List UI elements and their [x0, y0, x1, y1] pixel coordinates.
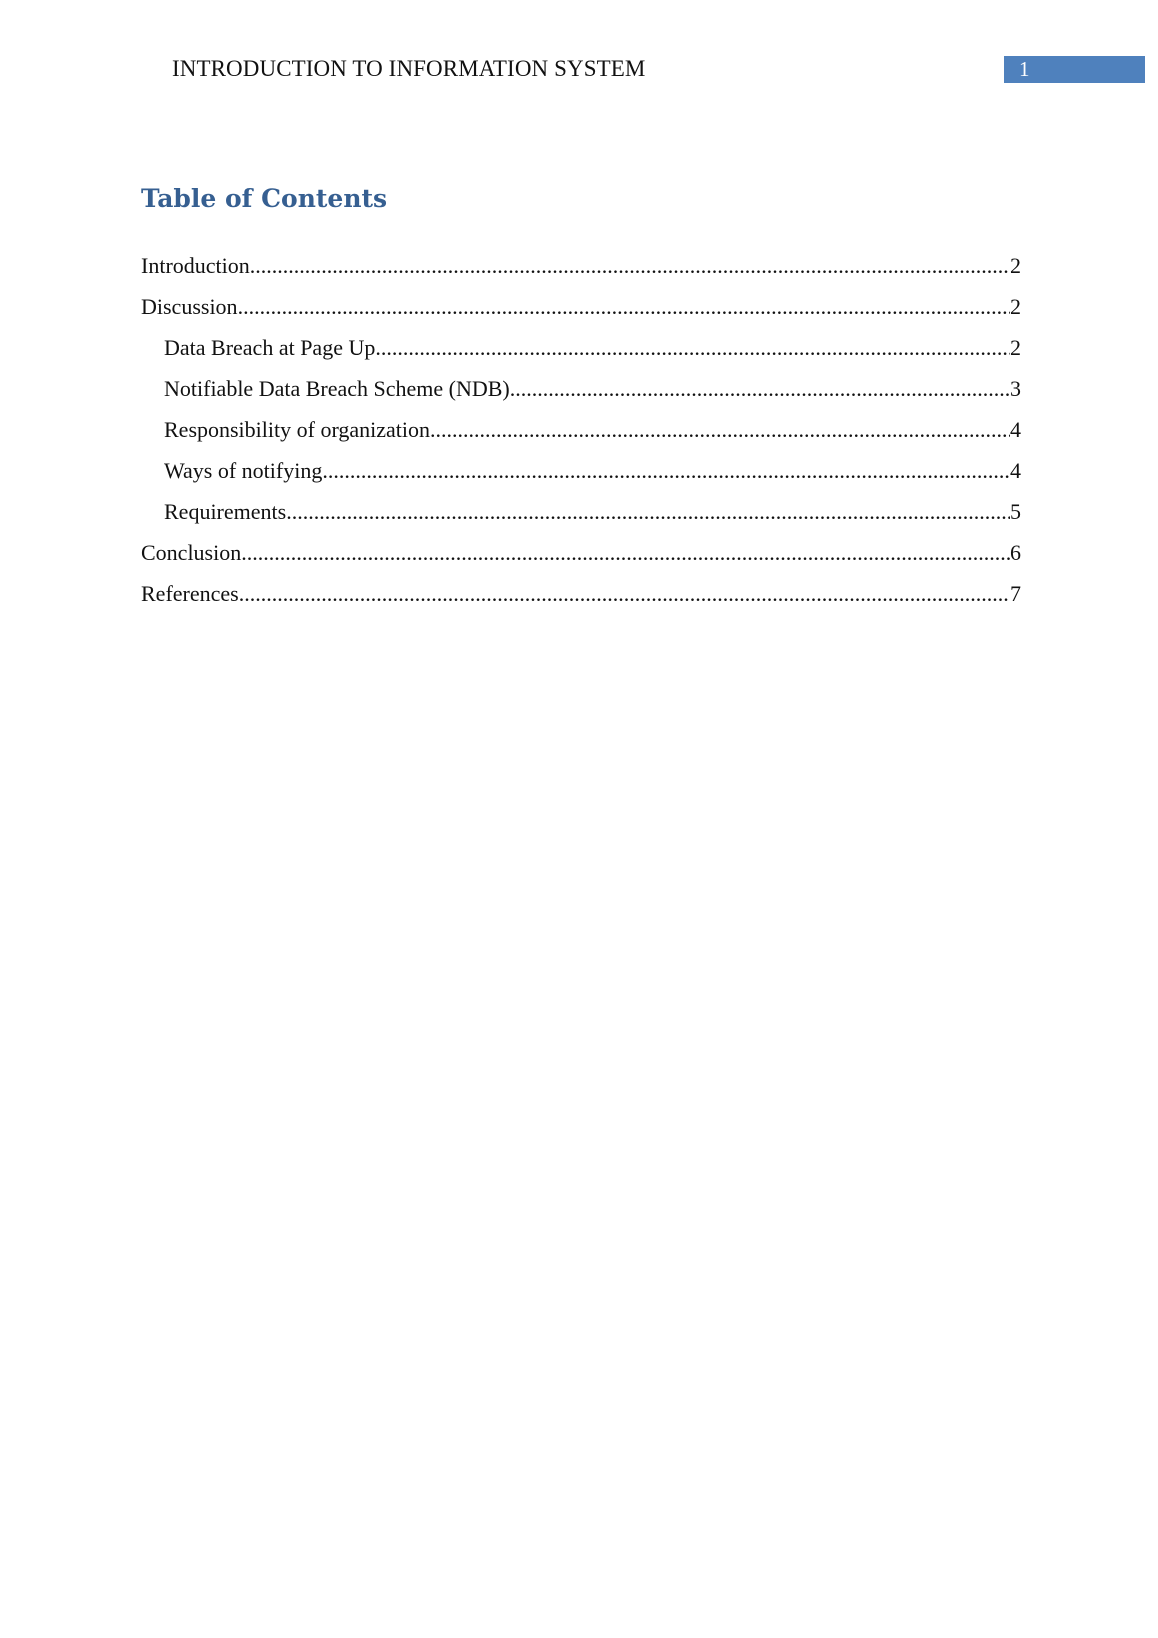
toc-dot-leader: [239, 578, 1010, 610]
toc-entry-label: Introduction: [141, 253, 250, 278]
page-number-badge: [1004, 56, 1145, 83]
toc-dot-leader: [375, 332, 1010, 364]
running-title: INTRODUCTION TO INFORMATION SYSTEM: [172, 56, 646, 81]
toc-entry-page: 2: [1010, 335, 1021, 360]
toc-entry-label: Conclusion: [141, 540, 242, 565]
toc-entry-page: 6: [1010, 540, 1021, 565]
toc-entry-page: 4: [1010, 417, 1021, 442]
toc-dot-leader: [286, 496, 1010, 528]
toc-entry-label: References: [141, 581, 239, 606]
toc-entry-requirements[interactable]: [141, 496, 1021, 537]
toc-dot-leader: [510, 373, 1010, 405]
toc-entry-introduction[interactable]: [141, 250, 1021, 291]
table-of-contents: [141, 250, 1021, 619]
toc-entry-page: 7: [1010, 581, 1021, 606]
toc-entry-page: 4: [1010, 458, 1021, 483]
toc-entry-ways-of-notifying[interactable]: [141, 455, 1021, 496]
toc-entry-label: Discussion: [141, 294, 238, 319]
toc-dot-leader: [241, 537, 1010, 569]
toc-entry-label: Data Breach at Page Up: [164, 335, 376, 360]
toc-entry-responsibility-of-organization[interactable]: [141, 414, 1021, 455]
toc-entry-references[interactable]: [141, 578, 1021, 619]
toc-entry-page: 3: [1010, 376, 1021, 401]
toc-entry-label: Notifiable Data Breach Scheme (NDB): [164, 376, 510, 401]
page-header: [0, 0, 1158, 100]
toc-entry-ndb-scheme[interactable]: [141, 373, 1021, 414]
toc-entry-page: 2: [1010, 253, 1021, 278]
toc-dot-leader: [430, 414, 1010, 446]
toc-entry-page: 2: [1010, 294, 1021, 319]
toc-entry-label: Requirements: [164, 499, 287, 524]
toc-dot-leader: [322, 455, 1010, 487]
toc-entry-label: Ways of notifying: [164, 458, 323, 483]
toc-entry-discussion[interactable]: [141, 291, 1021, 332]
toc-entry-page: 5: [1010, 499, 1021, 524]
page-number: 1: [1019, 57, 1030, 81]
toc-dot-leader: [238, 291, 1010, 323]
toc-entry-conclusion[interactable]: [141, 537, 1021, 578]
toc-heading: Table of Contents: [141, 184, 388, 213]
toc-entry-data-breach-at-page-up[interactable]: [141, 332, 1021, 373]
toc-entry-label: Responsibility of organization: [164, 417, 431, 442]
toc-dot-leader: [250, 250, 1010, 282]
